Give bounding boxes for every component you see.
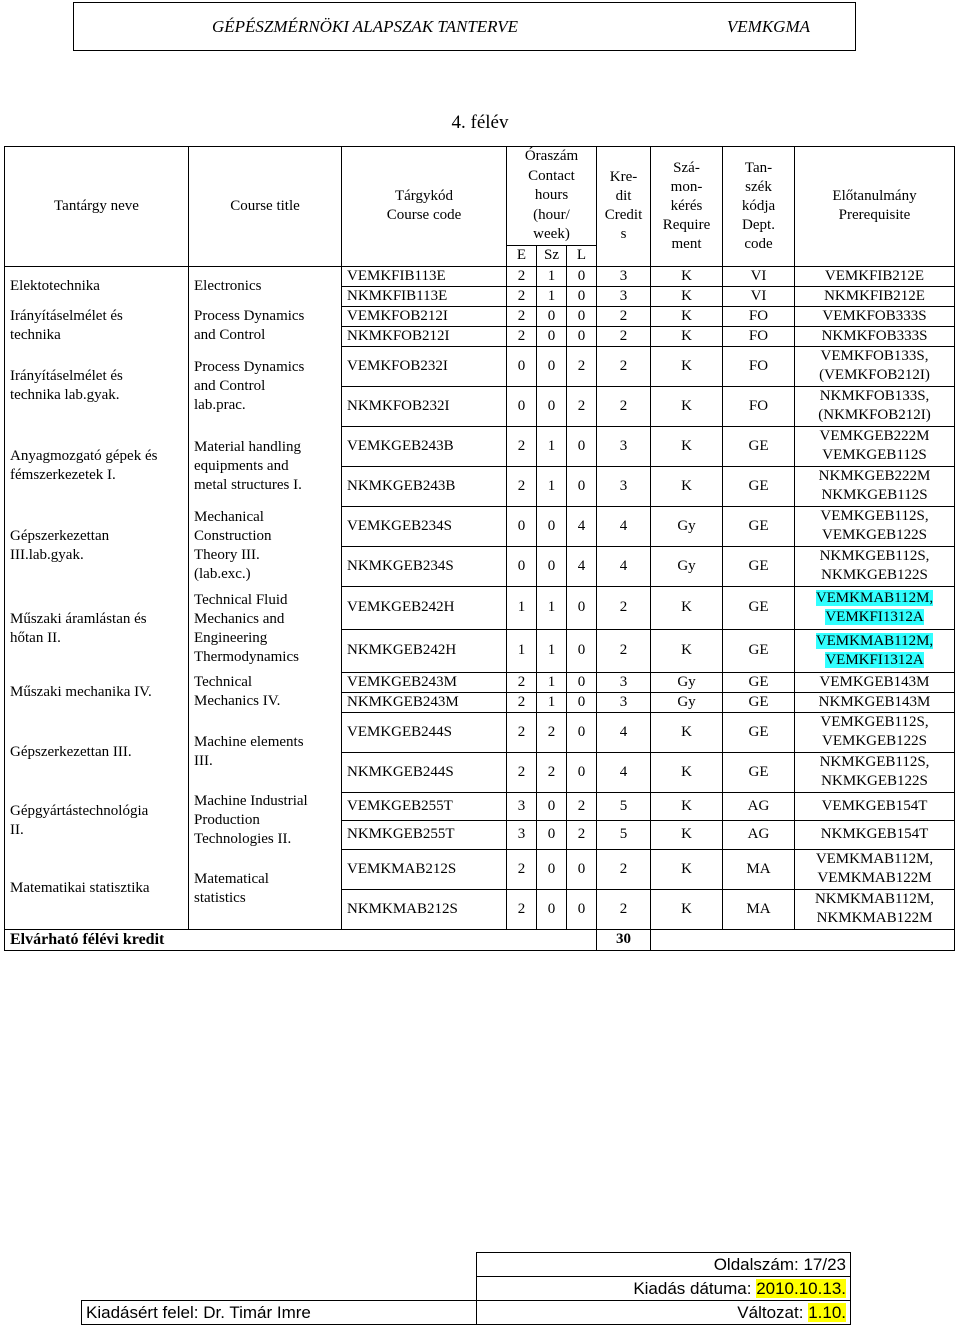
prerequisite: VEMKGEB143M [795,672,955,692]
hours-l: 0 [567,692,597,712]
table-row [5,506,955,546]
dept-code: GE [723,752,795,792]
footer-table [81,1252,851,1325]
hours-e: 1 [507,629,537,672]
dept-code: AG [723,792,795,821]
hours-l: 0 [567,426,597,466]
hours-e: 2 [507,286,537,306]
hours-sz: 1 [537,266,567,286]
dept-code: GE [723,426,795,466]
hours-sz: 0 [537,849,567,889]
course-code: VEMKGEB255T [342,792,507,821]
course-code: NKMKGEB244S [342,752,507,792]
hours-e: 2 [507,466,537,506]
requirement: K [651,792,723,821]
footer-version: Változat: 1.10. [476,1301,850,1325]
hours-e: 2 [507,889,537,929]
dept-code: MA [723,849,795,889]
course-code: NKMKGEB242H [342,629,507,672]
hours-sz: 1 [537,629,567,672]
course-code: NKMKMAB212S [342,889,507,929]
prerequisite: NKMKFOB133S, (NKMKFOB212I) [795,386,955,426]
hours-sz: 0 [537,306,567,326]
course-title: Machine elements III. [189,712,342,792]
course-title: Technical Mechanics IV. [189,672,342,712]
hours-e: 2 [507,752,537,792]
requirement: Gy [651,546,723,586]
course-title: Material handling equipments and metal structures I. [189,426,342,506]
course-code: VEMKMAB212S [342,849,507,889]
table-row [5,672,955,692]
subject-name: Elektotechnika [5,266,189,306]
hours-sz: 1 [537,466,567,506]
hours-e: 3 [507,792,537,821]
requirement: K [651,712,723,752]
credits: 2 [597,346,651,386]
hours-l: 0 [567,586,597,629]
course-code: NKMKGEB243B [342,466,507,506]
prerequisite: NKMKFOB333S [795,326,955,346]
hours-l: 4 [567,506,597,546]
hours-sz: 1 [537,426,567,466]
requirement: Gy [651,672,723,692]
prerequisite: NKMKMAB112M, NKMKMAB122M [795,889,955,929]
hours-l: 0 [567,306,597,326]
col-course-code: Tárgykód Course code [342,147,507,267]
hours-l: 0 [567,672,597,692]
credits: 2 [597,889,651,929]
subject-name: Anyagmozgató gépek és fémszerkezetek I. [5,426,189,506]
dept-code: AG [723,821,795,850]
prerequisite: VEMKMAB112M, VEMKFI1312A [795,586,955,629]
prerequisite: NKMKFIB212E [795,286,955,306]
course-code: VEMKGEB243B [342,426,507,466]
requirement: K [651,821,723,850]
requirement: K [651,386,723,426]
credits: 3 [597,266,651,286]
requirement: K [651,889,723,929]
prerequisite: VEMKMAB112M, VEMKMAB122M [795,849,955,889]
prerequisite: NKMKGEB112S, NKMKGEB122S [795,752,955,792]
course-title: Technical Fluid Mechanics and Engineering Thermodynamics [189,586,342,672]
table-row [5,792,955,821]
subject-name: Irányításelmélet és technika lab.gyak. [5,346,189,426]
requirement: K [651,326,723,346]
subject-name: Gépgyártástechnológia II. [5,792,189,849]
hours-l: 0 [567,266,597,286]
dept-code: VI [723,266,795,286]
col-l: L [567,245,597,266]
credits: 5 [597,821,651,850]
dept-code: MA [723,889,795,929]
hours-sz: 0 [537,792,567,821]
table-row [5,849,955,889]
credits: 5 [597,792,651,821]
course-title: Mechanical Construction Theory III. (lab.exc.) [189,506,342,586]
prerequisite: VEMKGEB112S, VEMKGEB122S [795,712,955,752]
dept-code: FO [723,326,795,346]
subject-name: Gépszerkezettan III. [5,712,189,792]
prerequisite: VEMKMAB112M, VEMKFI1312A [795,629,955,672]
hours-l: 0 [567,466,597,506]
dept-code: VI [723,286,795,306]
credits: 3 [597,672,651,692]
hours-l: 0 [567,286,597,306]
credits: 4 [597,712,651,752]
total-empty [651,929,955,950]
subject-name: Gépszerkezettan III.lab.gyak. [5,506,189,586]
course-code: VEMKGEB234S [342,506,507,546]
table-row [5,306,955,326]
dept-code: FO [723,386,795,426]
hours-e: 2 [507,326,537,346]
course-code: VEMKGEB243M [342,672,507,692]
dept-code: GE [723,586,795,629]
hours-sz: 0 [537,346,567,386]
hours-l: 4 [567,546,597,586]
hours-sz: 0 [537,821,567,850]
course-title: Process Dynamics and Control lab.prac. [189,346,342,426]
hours-l: 0 [567,889,597,929]
hours-e: 2 [507,692,537,712]
col-course-title: Course title [189,147,342,267]
credits: 2 [597,586,651,629]
table-row [5,426,955,466]
credits: 4 [597,546,651,586]
credits: 4 [597,506,651,546]
subject-name: Műszaki mechanika IV. [5,672,189,712]
dept-code: GE [723,692,795,712]
prerequisite: VEMKFOB333S [795,306,955,326]
requirement: K [651,466,723,506]
col-dept-code: Tan- szék kódja Dept. code [723,147,795,267]
hours-e: 2 [507,672,537,692]
hours-e: 3 [507,821,537,850]
course-code: VEMKGEB242H [342,586,507,629]
hours-l: 0 [567,752,597,792]
hours-sz: 2 [537,712,567,752]
course-code: VEMKFOB232I [342,346,507,386]
table-row [5,346,955,386]
course-code: NKMKFOB232I [342,386,507,426]
col-sz: Sz [537,245,567,266]
prerequisite: VEMKGEB112S, VEMKGEB122S [795,506,955,546]
course-code: NKMKFIB113E [342,286,507,306]
requirement: K [651,306,723,326]
hours-sz: 1 [537,692,567,712]
hours-sz: 0 [537,546,567,586]
col-subject-name: Tantárgy neve [5,147,189,267]
dept-code: GE [723,712,795,752]
course-code: VEMKFIB113E [342,266,507,286]
subject-name: Műszaki áramlástan és hőtan II. [5,586,189,672]
subject-name: Matematikai statisztika [5,849,189,929]
dept-code: GE [723,506,795,546]
requirement: K [651,346,723,386]
prerequisite: VEMKFOB133S, (VEMKFOB212I) [795,346,955,386]
hours-l: 0 [567,712,597,752]
footer-issue-date: Kiadás dátuma: 2010.10.13. [476,1277,850,1301]
hours-sz: 0 [537,889,567,929]
course-code: NKMKGEB234S [342,546,507,586]
requirement: K [651,586,723,629]
course-code: NKMKFOB212I [342,326,507,346]
course-code: VEMKGEB244S [342,712,507,752]
requirement: K [651,266,723,286]
hours-l: 2 [567,386,597,426]
hours-e: 2 [507,426,537,466]
course-title: Matematical statistics [189,849,342,929]
course-title: Electronics [189,266,342,306]
requirement: K [651,752,723,792]
dept-code: FO [723,306,795,326]
footer-responsible: Kiadásért felel: Dr. Timár Imre [82,1301,477,1325]
footer-page: Oldalszám: 17/23 [476,1253,850,1277]
credits: 3 [597,286,651,306]
page-header [73,2,856,51]
prerequisite: NKMKGEB222M NKMKGEB112S [795,466,955,506]
prerequisite: NKMKGEB112S, NKMKGEB122S [795,546,955,586]
hours-sz: 1 [537,672,567,692]
requirement: Gy [651,692,723,712]
curriculum-table [4,146,955,951]
dept-code: GE [723,466,795,506]
credits: 2 [597,629,651,672]
hours-e: 2 [507,849,537,889]
course-code: NKMKGEB243M [342,692,507,712]
credits: 4 [597,752,651,792]
dept-code: GE [723,629,795,672]
hours-sz: 2 [537,752,567,792]
requirement: K [651,849,723,889]
requirement: K [651,426,723,466]
prerequisite: VEMKGEB222M VEMKGEB112S [795,426,955,466]
col-e: E [507,245,537,266]
hours-sz: 1 [537,586,567,629]
hours-l: 0 [567,629,597,672]
hours-e: 0 [507,506,537,546]
hours-e: 0 [507,386,537,426]
table-row [5,712,955,752]
course-title: Process Dynamics and Control [189,306,342,346]
hours-l: 0 [567,326,597,346]
course-code: NKMKGEB255T [342,821,507,850]
hours-l: 0 [567,849,597,889]
total-row [5,929,955,950]
requirement: K [651,629,723,672]
hours-e: 1 [507,586,537,629]
col-prerequisite: Előtanulmány Prerequisite [795,147,955,267]
dept-code: GE [723,672,795,692]
hours-l: 2 [567,346,597,386]
prerequisite: NKMKGEB154T [795,821,955,850]
total-label: Elvárható félévi kredit [5,929,597,950]
dept-code: FO [723,346,795,386]
hours-e: 0 [507,546,537,586]
hours-e: 2 [507,266,537,286]
hours-e: 2 [507,712,537,752]
hours-l: 2 [567,792,597,821]
col-contact-hours: Óraszám Contact hours (hour/ week) [507,147,597,246]
credits: 3 [597,426,651,466]
prerequisite: NKMKGEB143M [795,692,955,712]
hours-l: 2 [567,821,597,850]
semester-title: 4. félév [451,112,509,133]
header-title: GÉPÉSZMÉRNÖKI ALAPSZAK TANTERVE [212,16,519,36]
hours-sz: 0 [537,506,567,546]
course-code: VEMKFOB212I [342,306,507,326]
total-credits: 30 [597,929,651,950]
table-row [5,266,955,286]
hours-e: 2 [507,306,537,326]
hours-e: 0 [507,346,537,386]
credits: 3 [597,692,651,712]
credits: 2 [597,386,651,426]
credits: 3 [597,466,651,506]
credits: 2 [597,306,651,326]
table-row [5,586,955,629]
course-title: Machine Industrial Production Technologies II. [189,792,342,849]
credits: 2 [597,326,651,346]
col-credits: Kre- dit Credit s [597,147,651,267]
dept-code: GE [723,546,795,586]
hours-sz: 0 [537,326,567,346]
hours-sz: 0 [537,386,567,426]
header-code: VEMKGMA [726,16,810,36]
prerequisite: VEMKGEB154T [795,792,955,821]
hours-sz: 1 [537,286,567,306]
credits: 2 [597,849,651,889]
requirement: K [651,286,723,306]
requirement: Gy [651,506,723,546]
prerequisite: VEMKFIB212E [795,266,955,286]
col-requirement: Szá- mon- kérés Require ment [651,147,723,267]
subject-name: Irányításelmélet és technika [5,306,189,346]
